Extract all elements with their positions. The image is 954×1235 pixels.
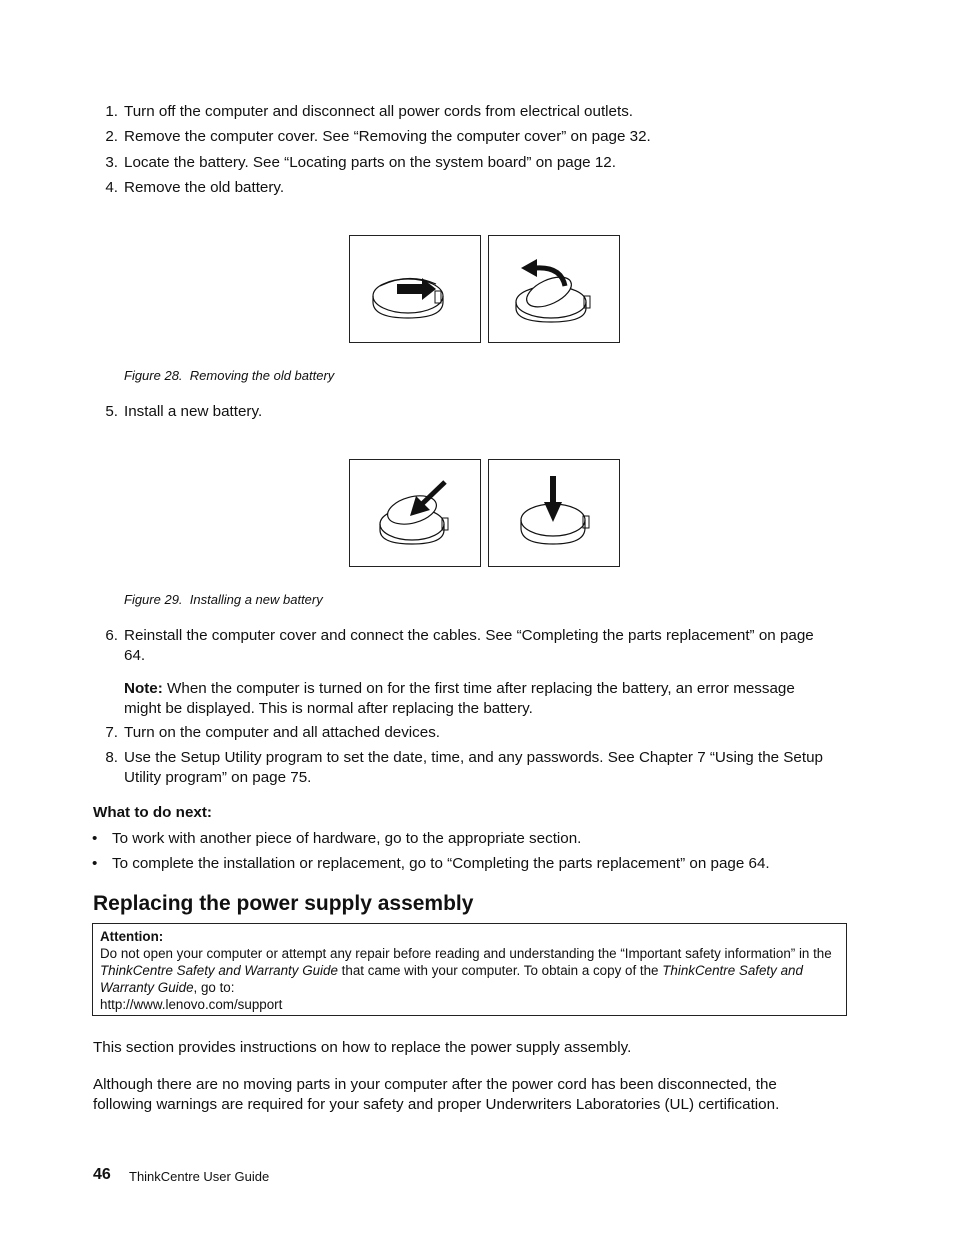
- step-number: 4.: [105, 179, 118, 196]
- battery-lift-out-illustration: [489, 236, 619, 342]
- step-text: Turn on the computer and all attached devices.: [124, 724, 441, 741]
- figure-caption-text: Installing a new battery: [189, 592, 323, 607]
- attention-text-3: , go to:: [193, 980, 235, 995]
- step-text: Locate the battery. See “Locating parts on the system board” on page 12.: [124, 154, 616, 171]
- step-number: 7.: [105, 724, 118, 741]
- support-url[interactable]: http://www.lenovo.com/support: [100, 997, 283, 1012]
- attention-text-2: that came with your computer. To obtain a copy of the: [337, 963, 663, 978]
- figure-29-caption: [124, 590, 323, 610]
- battery-insert-angle-illustration: [350, 460, 480, 566]
- attention-label: Attention:: [100, 929, 164, 944]
- figure-28-panel-1: [349, 235, 481, 343]
- note-label: Note:: [124, 680, 163, 697]
- bullet-text: To work with another piece of hardware, go to the appropriate section.: [112, 830, 582, 847]
- bullet-dot: •: [92, 855, 98, 872]
- step-number: 5.: [105, 403, 118, 420]
- section-title: Replacing the power supply assembly: [93, 892, 474, 915]
- note-text: When the computer is turned on for the first time after replacing the battery, an error message might be displayed. This is normal after replacing the battery.: [124, 680, 795, 717]
- footer-title: ThinkCentre User Guide: [129, 1169, 270, 1184]
- figure-29-panel-1: [349, 459, 481, 567]
- figure-label: Figure 29.: [124, 592, 183, 607]
- step-text: Remove the old battery.: [124, 179, 285, 196]
- page-number: 46: [93, 1166, 111, 1183]
- step-number: 8.: [105, 749, 118, 766]
- step-text: Turn off the computer and disconnect all power cords from electrical outlets.: [124, 103, 634, 120]
- step-number: 2.: [105, 128, 118, 145]
- step-text: Reinstall the computer cover and connect the cables. See “Completing the parts replacement” on page 64.: [124, 627, 814, 664]
- step-text: Use the Setup Utility program to set the date, time, and any passwords. See Chapter 7 “Using the Setup Utility program” on page 75.: [124, 749, 823, 786]
- attention-text-1: Do not open your computer or attempt any repair before reading and understanding the “Important safety information” in the: [100, 946, 832, 961]
- bullet-dot: •: [92, 830, 98, 847]
- guide-title-2: ThinkCentre Safety and Warranty Guide: [100, 963, 803, 995]
- step-text: Install a new battery.: [124, 403, 263, 420]
- note: [124, 679, 834, 718]
- figure-28-caption: [124, 366, 334, 386]
- attention-box: [92, 923, 847, 1016]
- battery-slide-out-illustration: [350, 236, 480, 342]
- next-heading: What to do next:: [93, 804, 212, 821]
- step-number: 1.: [105, 103, 118, 120]
- warning-paragraph: Although there are no moving parts in your computer after the power cord has been disconnected, the following warnings are required for your safety and proper Underwriters Laboratories (UL) certification.: [93, 1076, 780, 1113]
- attention-body: [100, 945, 840, 996]
- figure-caption-text: Removing the old battery: [189, 368, 335, 383]
- step-text: Remove the computer cover. See “Removing the computer cover” on page 32.: [124, 128, 651, 145]
- battery-press-down-illustration: [489, 460, 619, 566]
- step-number: 3.: [105, 154, 118, 171]
- bullet-text: To complete the installation or replacement, go to “Completing the parts replacement” on page 64.: [112, 855, 770, 872]
- figure-label: Figure 28.: [124, 368, 183, 383]
- figure-29-panel-2: [488, 459, 620, 567]
- guide-title-1: ThinkCentre Safety and Warranty Guide: [100, 963, 338, 978]
- step-number: 6.: [105, 627, 118, 644]
- figure-28-panel-2: [488, 235, 620, 343]
- intro-paragraph: This section provides instructions on how to replace the power supply assembly.: [93, 1039, 632, 1056]
